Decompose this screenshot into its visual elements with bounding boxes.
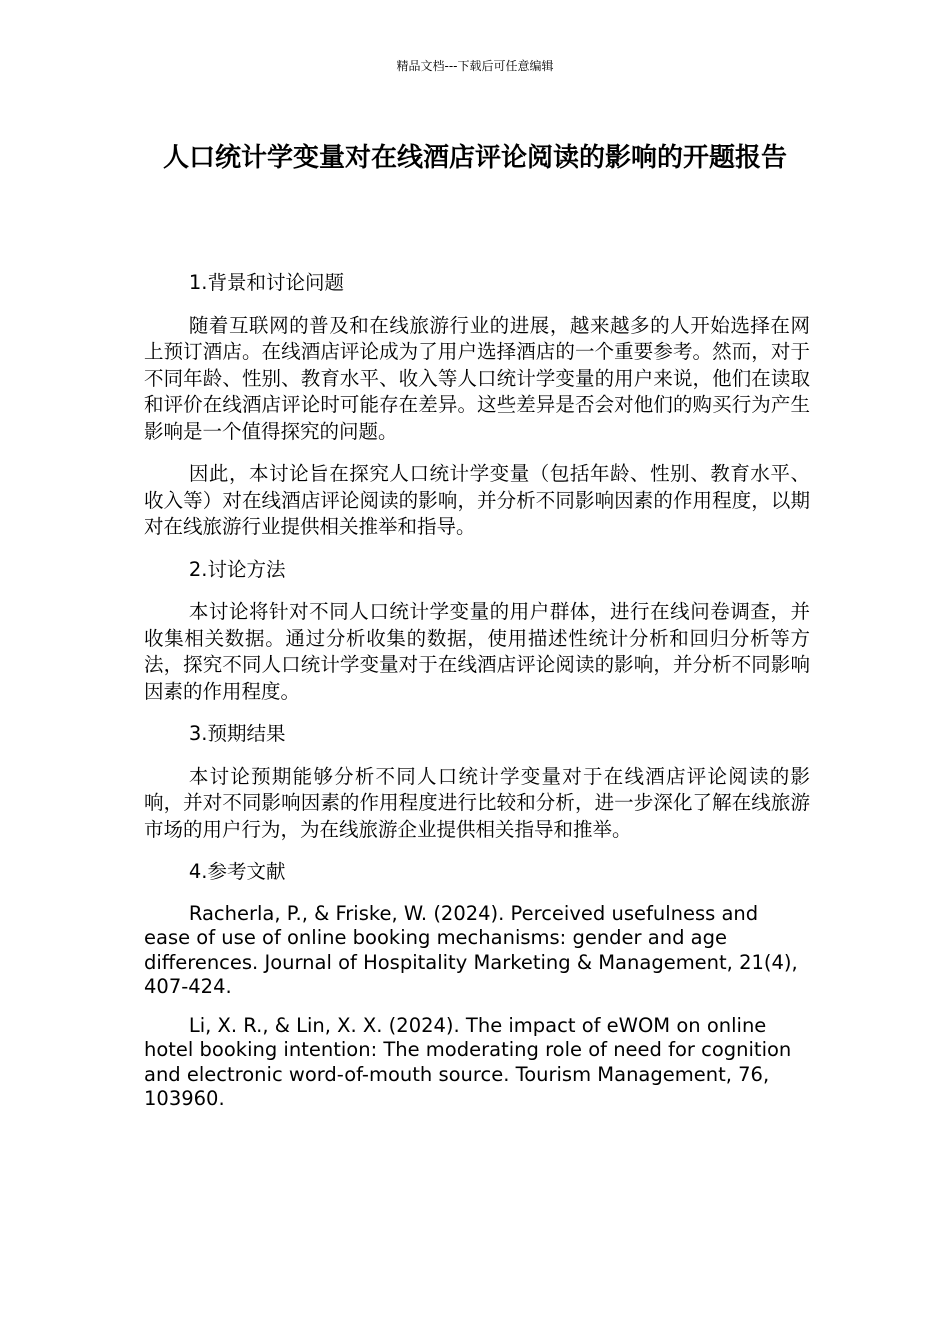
paragraph-background-1: 随着互联网的普及和在线旅游行业的进展，越来越多的人开始选择在网上预订酒店。在线酒店评论成为了用户选择酒店的一个重要参考。然而，对于不同年龄、性别、教育水平、收入等人口统计学变量的用户来说，他们在读取和评价在线酒店评论时可能存在差异。这些差异是否会对他们的购买行为产生影响是一个值得探究的问题。 [144, 313, 810, 443]
reference-item-1: Racherla, P., & Friske, W. (2024). Perceived usefulness and ease of use of online booking mechanisms: gender and age differences. Journal of Hospitality Marketing & Management, 21(4), 407-424. [144, 901, 798, 998]
document-body [144, 270, 810, 1126]
reference-item-2: Li, X. R., & Lin, X. X. (2024). The impact of eWOM on online hotel booking intention: The moderating role of need for cognition and electronic word-of-mouth source. Tourism Management, 76, 103960. [144, 1013, 792, 1110]
section-heading-method: 2.讨论方法 [188, 557, 286, 581]
paragraph-expected-results-1: 本讨论预期能够分析不同人口统计学变量对于在线酒店评论阅读的影响，并对不同影响因素的作用程度进行比较和分析，进一步深化了解在线旅游市场的用户行为，为在线旅游企业提供相关指导和推举。 [144, 764, 810, 841]
section-heading-expected-results: 3.预期结果 [188, 722, 286, 745]
page-header-note: 精品文档---下载后可任意编辑 [396, 59, 554, 73]
document-title: 人口统计学变量对在线酒店评论阅读的影响的开题报告 [162, 143, 787, 173]
section-heading-references: 4.参考文献 [188, 860, 286, 883]
section-heading-background: 1.背景和讨论问题 [188, 271, 344, 294]
paragraph-method-1: 本讨论将针对不同人口统计学变量的用户群体，进行在线问卷调查，并收集相关数据。通过分析收集的数据，使用描述性统计分析和回归分析等方法，探究不同人口统计学变量对于在线酒店评论阅读的影响，并分析不同影响因素的作用程度。 [144, 600, 810, 703]
paragraph-background-2: 因此，本讨论旨在探究人口统计学变量（包括年龄、性别、教育水平、收入等）对在线酒店评论阅读的影响，并分析不同影响因素的作用程度，以期对在线旅游行业提供相关推举和指导。 [144, 462, 810, 538]
